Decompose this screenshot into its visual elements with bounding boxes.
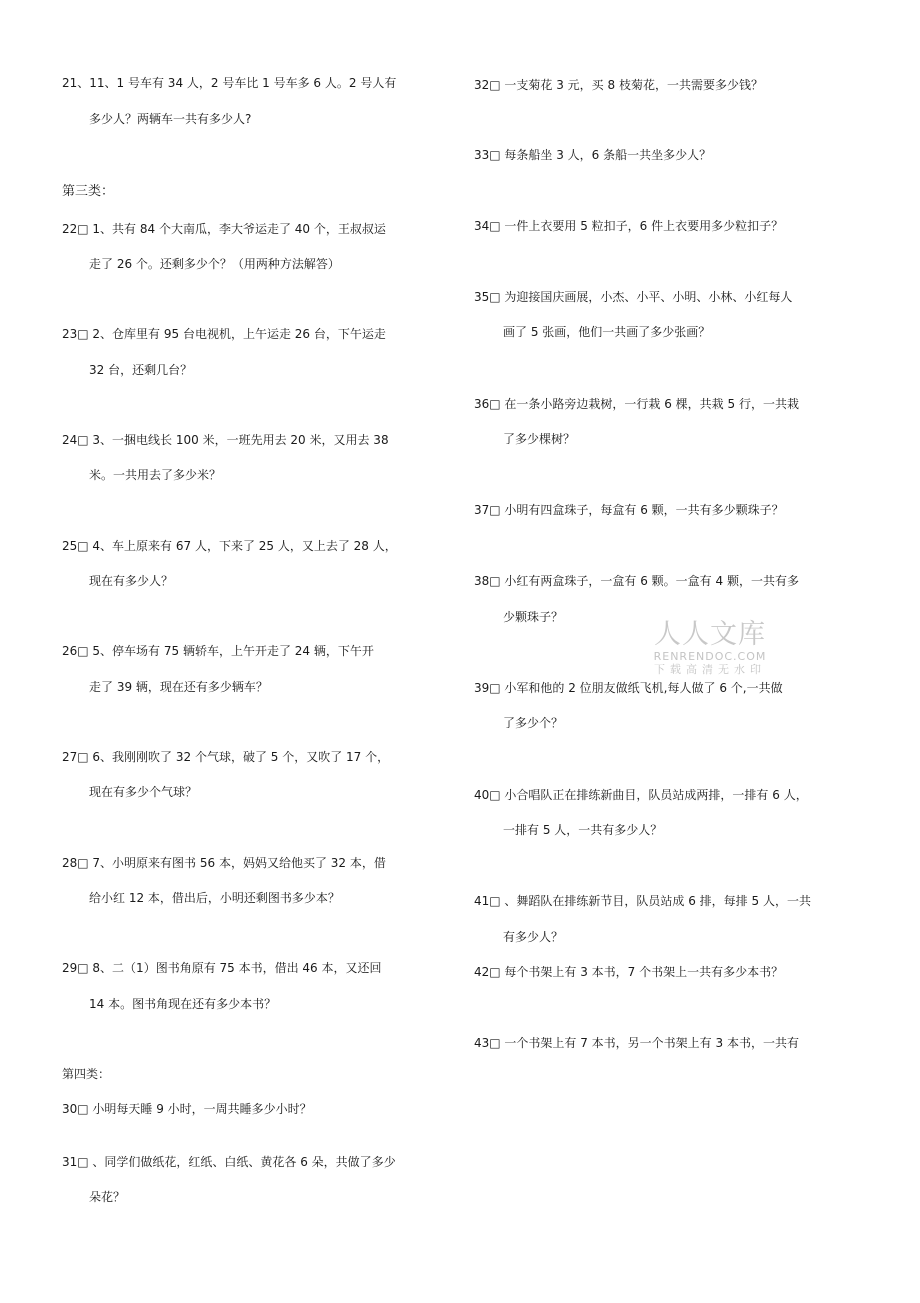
q38-line1: 38□ 小红有两盒珠子，一盒有 6 颗。一盒有 4 颗，一共有多: [474, 574, 799, 588]
q40-line1: 40□ 小合唱队正在排练新曲目，队员站成两排，一排有 6 人，: [474, 788, 808, 802]
q35-line2: 画了 5 张画，他们一共画了多少张画？: [503, 325, 711, 339]
watermark-title: 人人文库: [654, 619, 766, 650]
q38-line2: 少颗珠子？: [503, 610, 564, 624]
q26-line2: 走了 39 辆，现在还有多少辆车？: [89, 680, 268, 694]
watermark-domain: RENRENDOC.COM: [653, 650, 767, 663]
q23-line2: 32 台，还剩几台？: [89, 363, 193, 377]
q39-line1: 39□ 小军和他的 2 位朋友做纸飞机,每人做了 6 个,一共做: [474, 681, 783, 695]
section-3-heading: 第三类：: [62, 184, 115, 199]
q31-line2: 朵花？: [89, 1190, 126, 1204]
q25-line1: 25□ 4、车上原来有 67 人，下来了 25 人，又上去了 28 人，: [62, 539, 397, 553]
q28-line2: 给小红 12 本，借出后，小明还剩图书多少本？: [89, 891, 340, 905]
q27-line1: 27□ 6、我刚刚吹了 32 个气球，破了 5 个，又吹了 17 个，: [62, 750, 390, 764]
q41-line1: 41□ 、舞蹈队在排练新节目，队员站成 6 排，每排 5 人，一共: [474, 894, 811, 908]
q32-line1: 32□ 一支菊花 3 元，买 8 枝菊花，一共需要多少钱？: [474, 78, 763, 92]
q30-line1: 30□ 小明每天睡 9 小时，一周共睡多少小时？: [62, 1102, 312, 1116]
q37-line1: 37□ 小明有四盒珠子，每盒有 6 颗，一共有多少颗珠子？: [474, 503, 784, 517]
q39-line2: 了多少个？: [503, 716, 564, 730]
q33-line1: 33□ 每条船坐 3 人，6 条船一共坐多少人？: [474, 148, 712, 162]
q34-line1: 34□ 一件上衣要用 5 粒扣子，6 件上衣要用多少粒扣子？: [474, 219, 784, 233]
q27-line2: 现在有多少个气球？: [89, 785, 198, 799]
q36-line1: 36□ 在一条小路旁边栽树，一行栽 6 棵，共栽 5 行，一共栽: [474, 397, 799, 411]
q40-line2: 一排有 5 人，一共有多少人？: [503, 823, 663, 837]
q31-line1: 31□ 、同学们做纸花，红纸、白纸、黄花各 6 朵，共做了多少: [62, 1155, 396, 1169]
q24-line2: 米。一共用去了多少米？: [89, 468, 222, 482]
q41-line2: 有多少人？: [503, 930, 564, 944]
q25-line2: 现在有多少人？: [89, 574, 174, 588]
q35-line1: 35□ 为迎接国庆画展，小杰、小平、小明、小林、小红每人: [474, 290, 793, 304]
q26-line1: 26□ 5、停车场有 75 辆轿车，上午开走了 24 辆，下午开: [62, 644, 374, 658]
q36-line2: 了多少棵树？: [503, 432, 576, 446]
watermark: [648, 620, 772, 676]
q24-line1: 24□ 3、一捆电线长 100 米，一班先用去 20 米，又用去 38: [62, 433, 389, 447]
q23-line1: 23□ 2、仓库里有 95 台电视机，上午运走 26 台，下午运走: [62, 327, 386, 341]
q28-line1: 28□ 7、小明原来有图书 56 本，妈妈又给他买了 32 本，借: [62, 856, 386, 870]
q22-line1: 22□ 1、共有 84 个大南瓜，李大爷运走了 40 个，王叔叔运: [62, 222, 386, 236]
q29-line1: 29□ 8、二（1）图书角原有 75 本书，借出 46 本，又还回: [62, 961, 382, 975]
q21-line1: 21、11、1 号车有 34 人，2 号车比 1 号车多 6 人。2 号人有: [62, 76, 397, 90]
section-4-heading: 第四类：: [62, 1067, 111, 1081]
q21-line2: 多少人？两辆车一共有多少人?: [89, 112, 252, 126]
q22-line2: 走了 26 个。还剩多少个？（用两种方法解答）: [89, 257, 340, 271]
q29-line2: 14 本。图书角现在还有多少本书？: [89, 997, 277, 1011]
q43-line1: 43□ 一个书架上有 7 本书，另一个书架上有 3 本书，一共有: [474, 1036, 799, 1050]
watermark-subtitle: 下载高清无水印: [654, 663, 766, 676]
q42-line1: 42□ 每个书架上有 3 本书，7 个书架上一共有多少本书？: [474, 965, 784, 979]
